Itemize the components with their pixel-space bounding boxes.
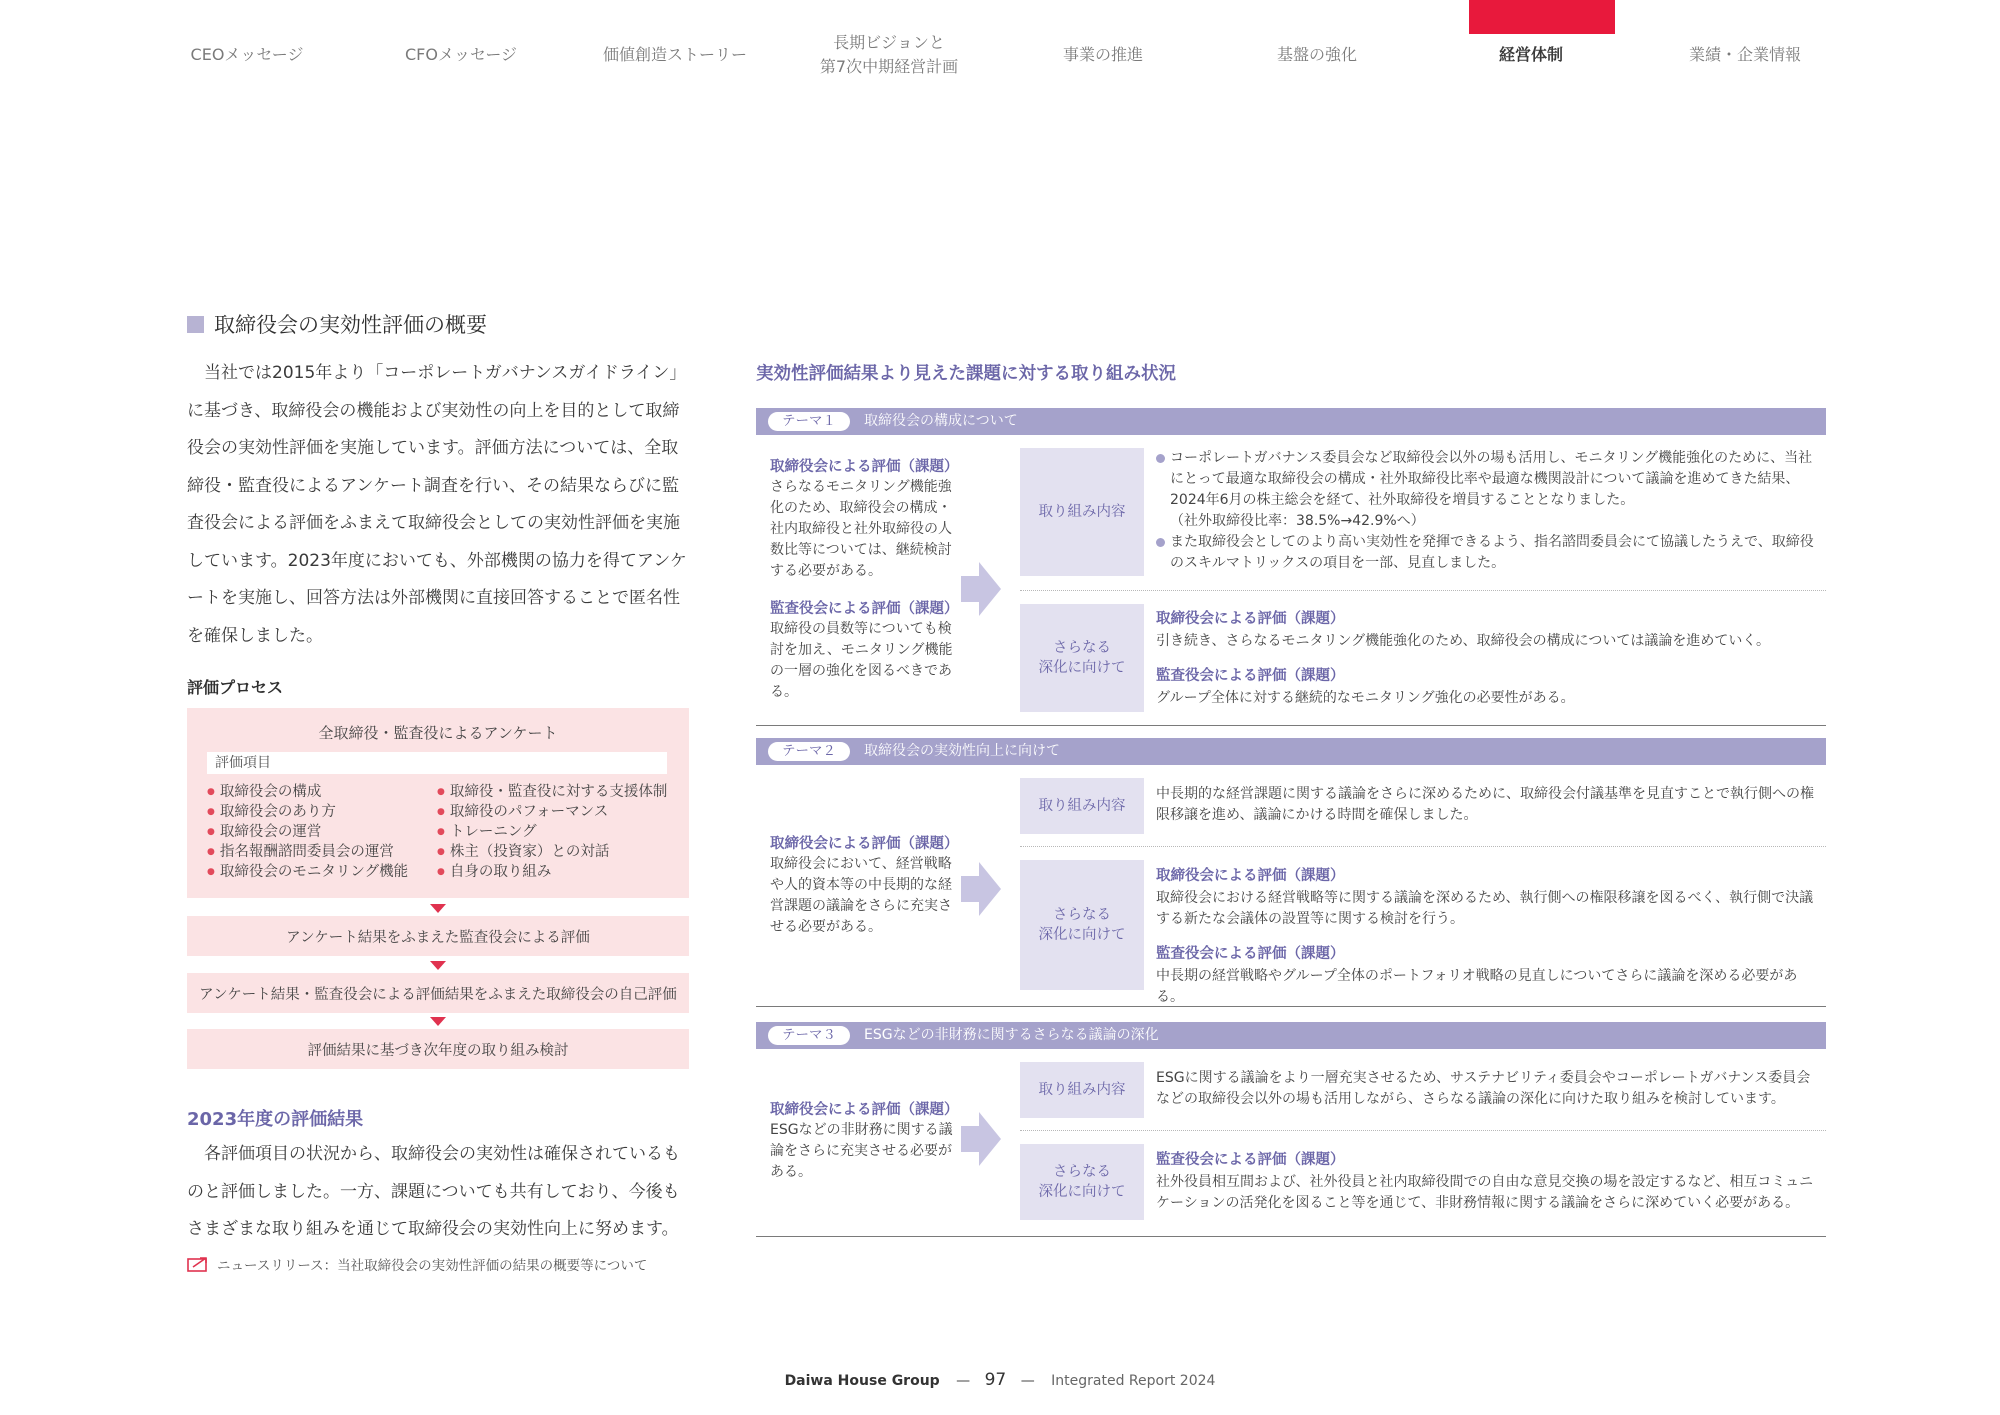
eval-heading: 取締役会による評価（課題） bbox=[770, 459, 959, 475]
deepen-heading: 取締役会による評価（課題） bbox=[1156, 611, 1345, 627]
eval-body: さらなるモニタリング機能強化のため、取締役会の構成・社内取締役と社外取締役の人数比等については、継続検討する必要がある。 bbox=[770, 479, 952, 579]
nav-item-governance[interactable] bbox=[1424, 0, 1638, 110]
nav-item-label: 長期ビジョンと 第7次中期経営計画 bbox=[819, 33, 959, 76]
theme-1 bbox=[756, 408, 1826, 728]
list-item: ● 取締役会の運営 bbox=[207, 822, 408, 842]
deepen-label: さらなる 深化に向けて bbox=[1020, 860, 1144, 990]
process-step-audit: アンケート結果をふまえた監査役会による評価 bbox=[187, 916, 689, 956]
results-title: 2023年度の評価結果 bbox=[187, 1109, 364, 1130]
nav-item-foundation[interactable] bbox=[1210, 0, 1424, 110]
theme-bar bbox=[756, 1022, 1826, 1049]
dotted-divider bbox=[1020, 846, 1826, 847]
arrow-right-icon bbox=[961, 1112, 1001, 1166]
list-item: ● 取締役会のあり方 bbox=[207, 802, 408, 822]
arrow-right-icon bbox=[961, 562, 1001, 616]
nav-item-ceo-message[interactable] bbox=[140, 0, 354, 110]
down-triangle-icon bbox=[430, 961, 446, 970]
theme-bar bbox=[756, 738, 1826, 765]
survey-box bbox=[187, 708, 689, 898]
page-footer bbox=[0, 1370, 2000, 1390]
down-triangle-icon bbox=[430, 904, 446, 913]
nav-item-label: CFOメッセージ bbox=[404, 45, 517, 64]
footer-brand: Daiwa House Group bbox=[784, 1373, 940, 1389]
deepen-body: グループ全体に対する継続的なモニタリング強化の必要性がある。 bbox=[1156, 690, 1575, 706]
intro-paragraph: 当社では2015年より「コーポレートガバナンスガイドライン」に基づき、取締役会の機能および実効性の向上を目的として取締役会の実効性評価を実施しています。評価方法については、全取締役・監査役によるアンケート調査を行い、その結果ならびに監査役会による評価をふまえて取締役会としての実効性評価を実施しています。2023年度においても、外部機関の協力を得てアンケートを実施し、回答方法は外部機関に直接回答することで匿名性を確保しました。 bbox=[187, 363, 687, 646]
theme-divider bbox=[756, 1236, 1826, 1237]
deepen-heading: 取締役会による評価（課題） bbox=[1156, 868, 1345, 884]
theme-tag: テーマ３ bbox=[768, 1026, 850, 1045]
section-title bbox=[187, 309, 487, 339]
nav-item-label: 経営体制 bbox=[1498, 45, 1563, 64]
theme-2 bbox=[756, 738, 1826, 1018]
arrow-right-icon bbox=[961, 862, 1001, 916]
theme-tag: テーマ１ bbox=[768, 412, 850, 431]
theme-divider bbox=[756, 1006, 1826, 1007]
deepen-body: 中長期の経営戦略やグループ全体のポートフォリオ戦略の見直しについてさらに議論を深める必要がある。 bbox=[1156, 968, 1798, 1005]
list-item: ● 自身の取り組み bbox=[437, 862, 667, 882]
list-item: ● 取締役・監査役に対する支援体制 bbox=[437, 782, 667, 802]
nav-item-cfo-message[interactable] bbox=[354, 0, 568, 110]
theme-bar bbox=[756, 408, 1826, 435]
nav-item-label: 業績・企業情報 bbox=[1688, 45, 1801, 64]
nav-item-label: 価値創造ストーリー bbox=[602, 45, 747, 64]
deepen-heading: 監査役会による評価（課題） bbox=[1156, 668, 1345, 684]
action-label: 取り組み内容 bbox=[1020, 778, 1144, 834]
square-bullet-icon bbox=[187, 316, 204, 333]
evaluation-items-left bbox=[207, 782, 408, 882]
eval-heading: 取締役会による評価（課題） bbox=[770, 836, 959, 852]
news-release-text: ニュースリリース：当社取締役会の実効性評価の結果の概要等について bbox=[217, 1258, 648, 1274]
list-item: ● 取締役会のモニタリング機能 bbox=[207, 862, 408, 882]
eval-body: 取締役の員数等についても検討を加え、モニタリング機能の一層の強化を図るべきである。 bbox=[770, 621, 953, 700]
action-label: 取り組み内容 bbox=[1020, 448, 1144, 576]
dotted-divider bbox=[1020, 590, 1826, 591]
nav-item-long-term-vision[interactable] bbox=[782, 0, 996, 110]
survey-title: 全取締役・監査役によるアンケート bbox=[318, 724, 558, 742]
evaluation-items-right bbox=[437, 782, 667, 882]
page-number: 97 bbox=[984, 1370, 1007, 1390]
eval-heading: 監査役会による評価（課題） bbox=[770, 601, 959, 617]
footer-separator: — bbox=[1020, 1373, 1035, 1389]
action-item: コーポレートガバナンス委員会など取締役会以外の場も活用し、モニタリング機能強化のために、当社にとって最適な取締役会の構成・社外取締役比率や最適な機関設計について議論を進めてきた結果、2024年6月の株主総会を経て、社外取締役を増員することとなりました。 （社外取締役比率：38.5%→42.9%へ） bbox=[1156, 448, 1818, 532]
footer-report-name: Integrated Report 2024 bbox=[1051, 1373, 1216, 1389]
deepen-label: さらなる 深化に向けて bbox=[1020, 1144, 1144, 1220]
deepen-body: 取締役会における経営戦略等に関する議論を深めるため、執行側への権限移譲を図るべく、執行側で決議する新たな会議体の設置等に関する検討を行う。 bbox=[1156, 890, 1814, 927]
theme-name: 取締役会の構成について bbox=[864, 413, 1018, 429]
process-title: 評価プロセス bbox=[187, 678, 284, 697]
list-item: ● 株主（投資家）との対話 bbox=[437, 842, 667, 862]
deepen-heading: 監査役会による評価（課題） bbox=[1156, 946, 1345, 962]
eval-heading: 取締役会による評価（課題） bbox=[770, 1102, 959, 1118]
nav-item-label: 事業の推進 bbox=[1062, 45, 1143, 64]
list-item: ● 指名報酬諮問委員会の運営 bbox=[207, 842, 408, 862]
nav-item-value-creation[interactable] bbox=[568, 0, 782, 110]
deepen-body: 引き続き、さらなるモニタリング機能強化のため、取締役会の構成については議論を進めていく。 bbox=[1156, 633, 1771, 649]
footer-separator: — bbox=[956, 1373, 971, 1389]
action-content: ESGに関する議論をより一層充実させるため、サステナビリティ委員会やコーポレートガバナンス委員会などの取締役会以外の場も活用しながら、さらなる議論の深化に向けた取り組みを検討しています。 bbox=[1156, 1070, 1811, 1107]
theme-3 bbox=[756, 1022, 1826, 1242]
list-item: ● 取締役会の構成 bbox=[207, 782, 408, 802]
deepen-label: さらなる 深化に向けて bbox=[1020, 604, 1144, 712]
evaluation-items-label: 評価項目 bbox=[207, 752, 667, 774]
deepen-heading: 監査役会による評価（課題） bbox=[1156, 1152, 1345, 1168]
theme-tag: テーマ２ bbox=[768, 742, 850, 761]
list-item: ● 取締役のパフォーマンス bbox=[437, 802, 667, 822]
action-content: 中長期的な経営課題に関する議論をさらに深めるために、取締役会付議基準を見直すことで執行側への権限移譲を進め、議論にかける時間を確保しました。 bbox=[1156, 786, 1814, 823]
nav-item-business[interactable] bbox=[996, 0, 1210, 110]
nav-item-label: 基盤の強化 bbox=[1276, 45, 1357, 64]
status-title: 実効性評価結果より見えた課題に対する取り組み状況 bbox=[756, 364, 1176, 384]
section-title-text: 取締役会の実効性評価の概要 bbox=[214, 313, 487, 337]
nav-item-label: CEOメッセージ bbox=[190, 45, 304, 64]
down-triangle-icon bbox=[430, 1017, 446, 1026]
process-step-next-year: 評価結果に基づき次年度の取り組み検討 bbox=[187, 1029, 689, 1069]
eval-body: ESGなどの非財務に関する議論をさらに充実させる必要がある。 bbox=[770, 1122, 953, 1180]
nav-item-performance[interactable] bbox=[1638, 0, 1852, 110]
dotted-divider bbox=[1020, 1130, 1826, 1131]
theme-name: 取締役会の実効性向上に向けて bbox=[864, 743, 1060, 759]
theme-divider bbox=[756, 725, 1826, 726]
deepen-body: 社外役員相互間および、社外役員と社内取締役間での自由な意見交換の場を設定するなど、相互コミュニケーションの活発化を図ること等を通じて、非財務情報に関する議論をさらに深めていく必要がある。 bbox=[1156, 1174, 1814, 1211]
results-paragraph: 各評価項目の状況から、取締役会の実効性は確保されているものと評価しました。一方、課題についても共有しており、今後もさまざまな取り組みを通じて取締役会の実効性向上に努めます。 bbox=[187, 1144, 680, 1239]
theme-name: ESGなどの非財務に関するさらなる議論の深化 bbox=[864, 1027, 1159, 1043]
external-link-icon bbox=[187, 1256, 209, 1272]
top-navigation bbox=[140, 0, 1860, 110]
process-step-self-eval: アンケート結果・監査役会による評価結果をふまえた取締役会の自己評価 bbox=[187, 973, 689, 1013]
action-label: 取り組み内容 bbox=[1020, 1062, 1144, 1118]
eval-body: 取締役会において、経営戦略や人的資本等の中長期的な経営課題の議論をさらに充実させる必要がある。 bbox=[770, 856, 952, 935]
action-item: また取締役会としてのより高い実効性を発揮できるよう、指名諮問委員会にて協議したうえで、取締役のスキルマトリックスの項目を一部、見直しました。 bbox=[1156, 532, 1818, 574]
action-content bbox=[1156, 448, 1818, 574]
news-release-link[interactable] bbox=[187, 1254, 647, 1274]
list-item: ● トレーニング bbox=[437, 822, 667, 842]
